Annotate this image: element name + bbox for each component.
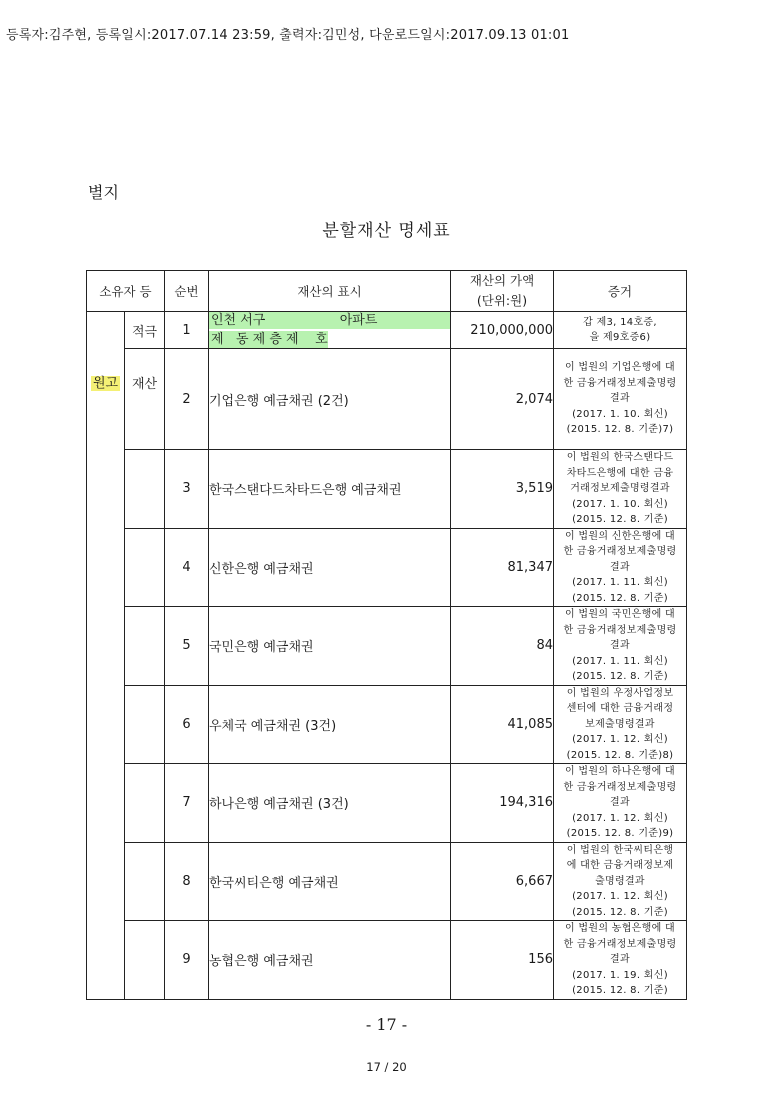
row-value: 6,667 xyxy=(451,842,554,921)
evidence-line: (2017. 1. 11. 회신) xyxy=(572,577,668,588)
header-desc: 재산의 표시 xyxy=(209,271,451,312)
evidence-line: 갑 제3, 14호증, xyxy=(583,317,657,328)
evidence-line: 결과 xyxy=(610,954,630,965)
row-evidence xyxy=(554,528,687,607)
table-row xyxy=(87,528,687,607)
row-no: 4 xyxy=(165,528,209,607)
row-evidence xyxy=(554,685,687,764)
row-desc xyxy=(209,312,451,349)
evidence-line: 이 법원의 국민은행에 대 xyxy=(564,609,676,620)
category-blank xyxy=(125,842,165,921)
row-desc: 하나은행 예금채권 (3건) xyxy=(209,764,451,843)
evidence-line: 한 금융거래정보제출명령 xyxy=(563,546,677,557)
row-value: 81,347 xyxy=(451,528,554,607)
row-no: 5 xyxy=(165,607,209,686)
row-no: 9 xyxy=(165,921,209,1000)
header-evidence: 증거 xyxy=(554,271,687,312)
evidence-line: (2017. 1. 11. 회신) xyxy=(572,655,668,667)
row-desc: 우체국 예금채권 (3건) xyxy=(209,685,451,764)
row-evidence xyxy=(554,349,687,450)
header-no: 순번 xyxy=(165,271,209,312)
table-header-row xyxy=(87,271,687,312)
header-value xyxy=(451,271,554,312)
owner-label: 원고 xyxy=(92,376,119,391)
table-row xyxy=(87,842,687,921)
table-row xyxy=(87,607,687,686)
evidence-line: 이 법원의 한국씨티은행 xyxy=(566,844,674,856)
owner-cell xyxy=(87,312,125,1000)
evidence-line: 결과 xyxy=(610,797,630,808)
category-blank xyxy=(125,921,165,1000)
category-blank xyxy=(125,528,165,607)
evidence-line: 이 법원의 농협은행에 대 xyxy=(564,923,676,934)
row-value: 194,316 xyxy=(451,764,554,843)
row-value: 2,074 xyxy=(451,349,554,450)
category-blank xyxy=(125,764,165,843)
table-row xyxy=(87,764,687,843)
row-no: 1 xyxy=(165,312,209,349)
header-value-line2: (단위:원) xyxy=(476,293,528,308)
category-blank xyxy=(125,607,165,686)
row-value: 84 xyxy=(451,607,554,686)
row-evidence xyxy=(554,921,687,1000)
row-desc: 농협은행 예금채권 xyxy=(209,921,451,1000)
row-desc: 국민은행 예금채권 xyxy=(209,607,451,686)
row-no: 8 xyxy=(165,842,209,921)
page-count: 17 / 20 xyxy=(366,1060,407,1074)
evidence-line: (2015. 12. 8. 기준) xyxy=(572,671,668,682)
category-blank xyxy=(125,685,165,764)
row-desc: 기업은행 예금채권 (2건) xyxy=(209,349,451,450)
row-no: 7 xyxy=(165,764,209,843)
evidence-line: (2017. 1. 12. 회신) xyxy=(572,812,668,824)
evidence-line: (2017. 1. 19. 회신) xyxy=(572,969,668,981)
page-title: 분할재산 명세표 xyxy=(322,221,451,241)
evidence-line: (2017. 1. 12. 회신) xyxy=(572,891,668,902)
row-value: 3,519 xyxy=(451,450,554,529)
category-property: 재산 xyxy=(125,349,165,450)
evidence-line: (2015. 12. 8. 기준)8) xyxy=(566,749,674,761)
header-owner: 소유자 등 xyxy=(87,271,165,312)
row-no: 2 xyxy=(165,349,209,450)
evidence-line: 에 대한 금융거래정보제 xyxy=(566,860,674,871)
evidence-line: 결과 xyxy=(610,561,630,573)
table-row xyxy=(87,312,687,349)
evidence-line: (2015. 12. 8. 기준)9) xyxy=(566,828,674,839)
page-number: - 17 - xyxy=(365,1015,408,1034)
row-value: 156 xyxy=(451,921,554,1000)
row-no: 3 xyxy=(165,450,209,529)
evidence-line: 한 금융거래정보제출명령 xyxy=(563,781,677,793)
evidence-line: 보제출명령결과 xyxy=(585,718,655,730)
attachment-label: 별지 xyxy=(88,183,119,202)
row-evidence xyxy=(554,764,687,843)
header-value-line1: 재산의 가액 xyxy=(469,273,535,288)
evidence-line: 이 법원의 기업은행에 대 xyxy=(564,362,676,374)
evidence-line: 이 법원의 신한은행에 대 xyxy=(564,530,676,542)
evidence-line: (2015. 12. 8. 기준) xyxy=(572,514,668,525)
table-row xyxy=(87,349,687,450)
address-line2: 제 동 제 층 제 호 xyxy=(211,332,328,347)
evidence-line: (2017. 1. 10. 회신) xyxy=(572,498,668,510)
evidence-line: 한 금융거래정보제출명령 xyxy=(563,624,677,636)
evidence-line: 결과 xyxy=(610,393,630,405)
address-line1: 인천 서구 아파트 xyxy=(209,312,450,329)
row-evidence xyxy=(554,312,687,349)
table-row xyxy=(87,921,687,1000)
evidence-line: (2017. 1. 10. 회신) xyxy=(572,408,668,420)
category-blank xyxy=(125,450,165,529)
row-evidence xyxy=(554,842,687,921)
row-value: 210,000,000 xyxy=(451,312,554,349)
asset-table xyxy=(86,270,687,1000)
evidence-line: 거래정보제출명령결과 xyxy=(570,483,670,494)
row-desc: 한국스탠다드차타드은행 예금채권 xyxy=(209,450,451,529)
evidence-line: 을 제9호증6) xyxy=(589,332,651,343)
evidence-line: 이 법원의 우정사업정보 xyxy=(566,687,674,699)
evidence-line: (2015. 12. 8. 기준) xyxy=(572,592,668,604)
evidence-line: 차타드은행에 대한 금융 xyxy=(566,467,674,479)
document-header: 등록자:김주현, 등록일시:2017.07.14 23:59, 출력자:김민성, 다운로드일시:2017.09.13 01:01 xyxy=(6,28,570,43)
evidence-line: 결과 xyxy=(610,640,630,651)
evidence-line: (2015. 12. 8. 기준) xyxy=(572,906,668,918)
table-row xyxy=(87,450,687,529)
evidence-line: 이 법원의 하나은행에 대 xyxy=(564,766,676,777)
evidence-line: (2017. 1. 12. 회신) xyxy=(572,734,668,745)
evidence-line: 한 금융거래정보제출명령 xyxy=(563,377,677,389)
evidence-line: (2015. 12. 8. 기준)7) xyxy=(566,424,674,436)
row-desc: 한국씨티은행 예금채권 xyxy=(209,842,451,921)
row-no: 6 xyxy=(165,685,209,764)
evidence-line: 센터에 대한 금융거래정 xyxy=(566,703,674,714)
evidence-line: 한 금융거래정보제출명령 xyxy=(563,938,677,950)
table-row xyxy=(87,685,687,764)
row-evidence xyxy=(554,607,687,686)
row-desc: 신한은행 예금채권 xyxy=(209,528,451,607)
evidence-line: 출명령결과 xyxy=(595,875,645,887)
row-value: 41,085 xyxy=(451,685,554,764)
evidence-line: 이 법원의 한국스탠다드 xyxy=(566,452,674,463)
evidence-line: (2015. 12. 8. 기준) xyxy=(572,985,668,996)
category-positive: 적극 xyxy=(125,312,165,349)
row-evidence xyxy=(554,450,687,529)
